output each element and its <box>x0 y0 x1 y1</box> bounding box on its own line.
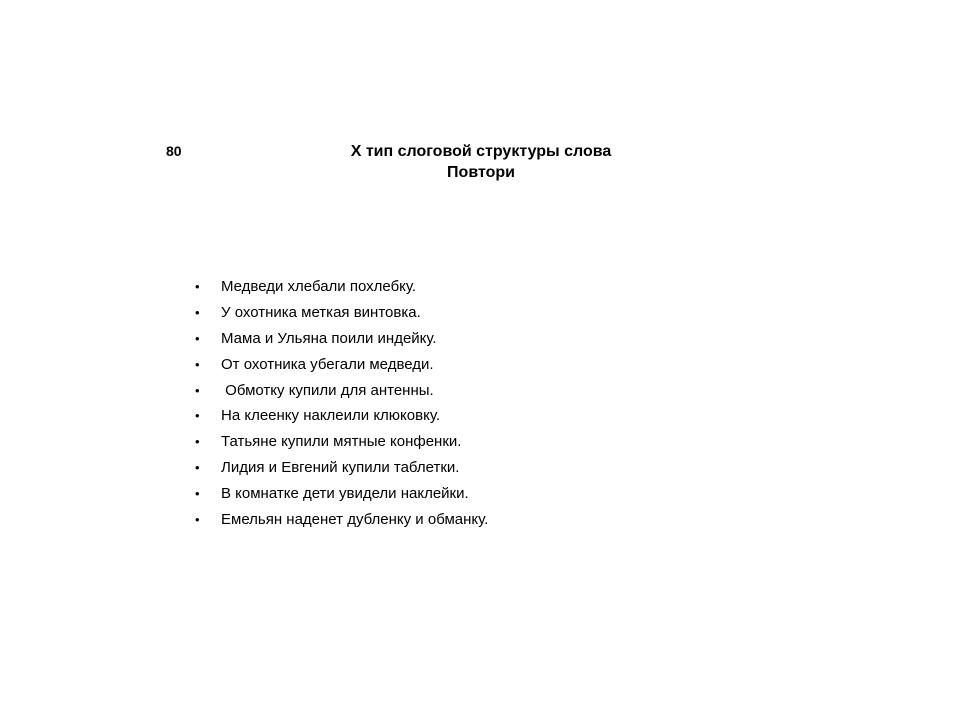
sentence-text: Лидия и Евгений купили таблетки. <box>221 458 460 476</box>
list-item <box>192 429 488 455</box>
list-item <box>192 455 488 481</box>
sentence-text: Татьяне купили мятные конфенки. <box>221 433 462 451</box>
list-item <box>192 377 488 403</box>
sentence-text: Медведи хлебали похлебку. <box>221 278 417 296</box>
sentence-text: На клеенку наклеили клюковку. <box>221 407 440 425</box>
bullet-icon: • <box>195 382 200 398</box>
sentence-text: От охотника убегали медведи. <box>221 355 434 373</box>
title-heading: Х тип слоговой структуры слова <box>350 143 612 160</box>
bullet-icon: • <box>195 356 200 372</box>
page-number: 80 <box>166 143 182 159</box>
bullet-icon: • <box>195 305 200 321</box>
bullet-icon: • <box>195 279 200 295</box>
list-item <box>192 351 488 377</box>
title-subheading: Повтори <box>447 164 515 181</box>
list-item <box>192 326 488 352</box>
bullet-icon: • <box>195 408 200 424</box>
sentence-list <box>192 274 488 532</box>
sentence-text: Емельян наденет дубленку и обманку. <box>221 510 489 528</box>
bullet-icon: • <box>195 330 200 346</box>
list-item <box>192 480 488 506</box>
title-block <box>300 141 662 183</box>
sentence-text: Мама и Ульяна поили индейку. <box>221 329 437 347</box>
bullet-icon: • <box>195 511 200 527</box>
list-item <box>192 403 488 429</box>
sentence-text: У охотника меткая винтовка. <box>221 304 421 322</box>
bullet-icon: • <box>195 459 200 475</box>
list-item <box>192 274 488 300</box>
bullet-icon: • <box>195 434 200 450</box>
list-item <box>192 300 488 326</box>
list-item <box>192 506 488 532</box>
sentence-text: В комнатке дети увидели наклейки. <box>221 484 469 502</box>
bullet-icon: • <box>195 485 200 501</box>
sentence-text: Обмотку купили для антенны. <box>221 381 434 399</box>
